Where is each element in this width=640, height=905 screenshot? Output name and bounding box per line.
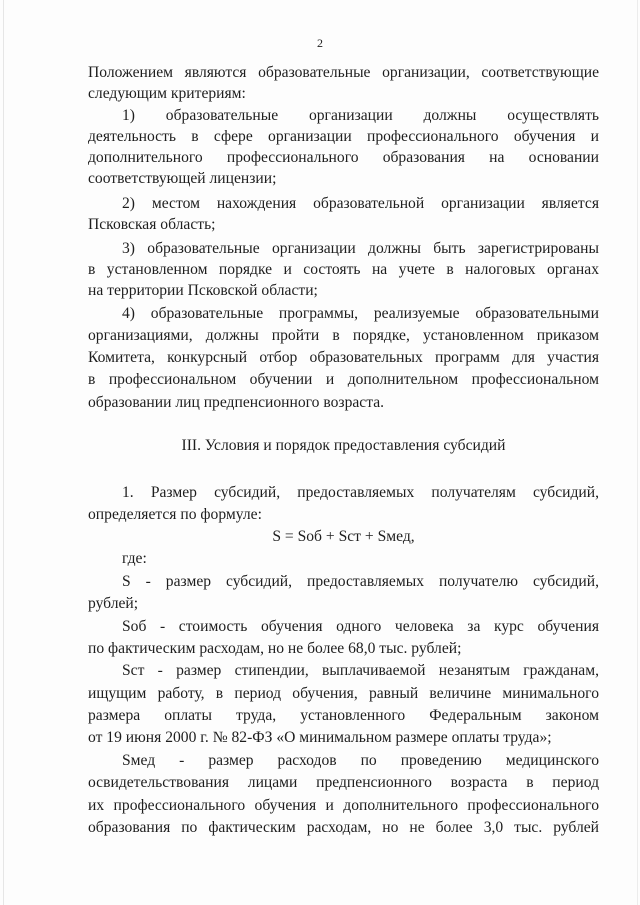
text-line: 3) образовательные организации должны быть зарегистрированы	[122, 240, 599, 257]
formula: S = Sоб + Sст + Sмед,	[272, 528, 415, 545]
text-line: от 19 июня 2000 г. № 82-ФЗ «О минимальном размере оплаты труда»;	[88, 729, 552, 746]
text-line: образования по фактическим расходам, но не более 3,0 тыс. рублей	[88, 819, 599, 836]
text-line: деятельность в сфере организации профессионального обучения и	[88, 128, 599, 145]
text-line: определяется по формуле:	[88, 506, 262, 523]
text-line: освидетельствования лицами предпенсионного возраста в период	[88, 774, 599, 791]
text-line: Sмед - размер расходов по проведению медицинского	[122, 752, 599, 769]
page-number: 2	[317, 36, 323, 50]
text-line: соответствующей лицензии;	[88, 170, 277, 187]
text-line: S - размер субсидий, предоставляемых получателю субсидий,	[122, 573, 599, 590]
text-line: в профессиональном обучении и дополнительном профессиональном	[88, 371, 599, 388]
text-line: ищущим работу, в период обучения, равный величине минимального	[88, 685, 599, 702]
text-line: размера оплаты труда, установленного Федеральным законом	[88, 707, 599, 724]
text-line: организациями, должны пройти в порядке, установленном приказом	[88, 327, 599, 344]
scan-edge-left	[3, 0, 4, 905]
text-line: 2) местом нахождения образовательной организации является	[122, 195, 599, 212]
text-line: 1. Размер субсидий, предоставляемых получателям субсидий,	[122, 484, 599, 501]
text-line: 1) образовательные организации должны осуществлять	[122, 107, 599, 124]
section-heading: III. Условия и порядок предоставления субсидий	[181, 437, 506, 454]
text-line: образовании лиц предпенсионного возраста.	[88, 394, 385, 411]
text-line: Псковская область;	[88, 216, 216, 233]
text-line: дополнительного профессионального образования на основании	[88, 149, 599, 166]
text-line: Комитета, конкурсный отбор образовательных программ для участия	[88, 349, 599, 366]
text-line: Положением являются образовательные организации, соответствующие	[88, 64, 599, 81]
text-line: в установленном порядке и состоять на учете в налоговых органах	[88, 261, 599, 278]
scan-edge-right	[637, 0, 638, 905]
text-line: рублей;	[88, 595, 139, 612]
text-line: где:	[122, 550, 147, 567]
text-line: следующим критериям:	[88, 85, 246, 102]
text-line: по фактическим расходам, но не более 68,0 тыс. рублей;	[88, 640, 462, 657]
text-line: Sоб - стоимость обучения одного человека за курс обучения	[122, 618, 599, 635]
text-line: на территории Псковской области;	[88, 282, 318, 299]
text-line: 4) образовательные программы, реализуемые образовательными	[122, 305, 599, 322]
text-line: их профессионального обучения и дополнительного профессионального	[88, 797, 599, 814]
text-line: Sст - размер стипендии, выплачиваемой незанятым гражданам,	[122, 662, 599, 679]
